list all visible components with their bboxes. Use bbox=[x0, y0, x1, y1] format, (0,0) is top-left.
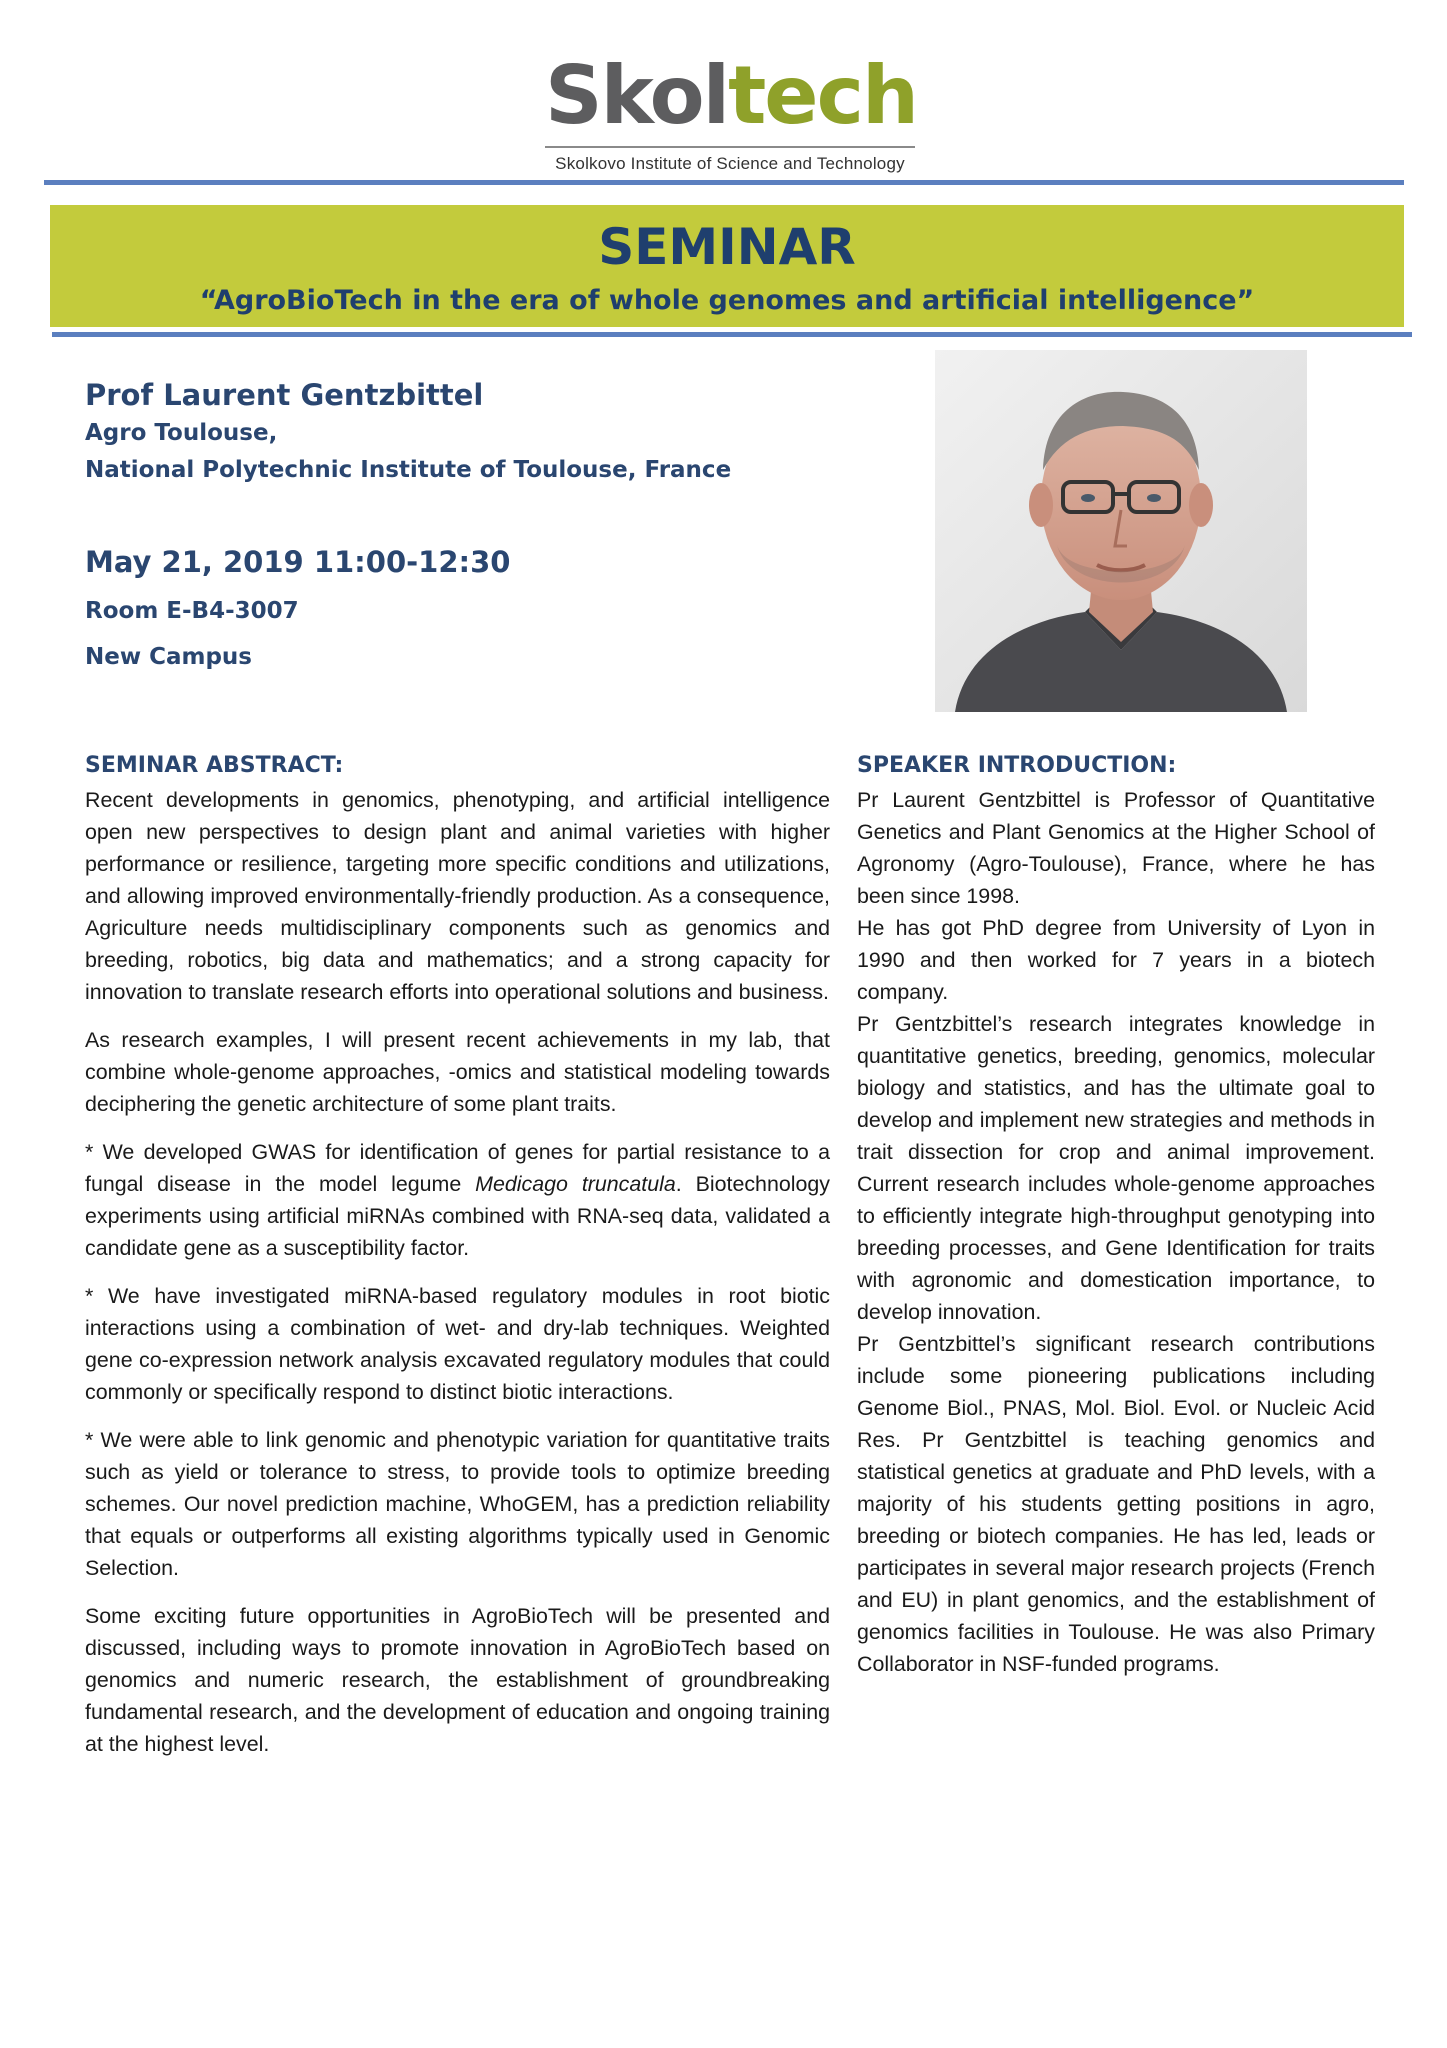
seminar-title: SEMINAR bbox=[598, 218, 856, 276]
seminar-banner bbox=[50, 205, 1404, 327]
abstract-heading: SEMINAR ABSTRACT: bbox=[85, 753, 344, 778]
speaker-affiliation-1: Agro Toulouse, bbox=[85, 420, 278, 446]
abstract-paragraph-3-end: . Biotechnology experiments using artificial miRNAs combined with RNA-seq data, validated a candidate gene as a susceptibility factor. bbox=[85, 1172, 830, 1260]
logo-word-part2: tech bbox=[728, 49, 917, 142]
speaker-portrait-icon bbox=[935, 350, 1307, 712]
event-room: Room E-B4-3007 bbox=[85, 598, 299, 624]
abstract-paragraph-2: As research examples, I will present recent achievements in my lab, that combine whole-genome approaches, -omics and statistical modeling towards deciphering the genetic architecture of some plant traits. bbox=[85, 1028, 830, 1116]
speaker-affiliation-2: National Polytechnic Institute of Toulouse, France bbox=[85, 457, 732, 483]
intro-heading: SPEAKER INTRODUCTION: bbox=[857, 753, 1177, 778]
speaker-photo bbox=[935, 350, 1307, 712]
skoltech-logo bbox=[545, 49, 917, 174]
abstract-paragraph-1: Recent developments in genomics, phenotyping, and artificial intelligence open new perspectives to design plant and animal varieties with higher performance or resilience, targeting more specific conditions and utilizations, and allowing improved environmentally-friendly production. As a consequence, Agriculture needs multidisciplinary components such as genomics and breeding, robotics, big data and mathematics; and a strong capacity for innovation to translate research efforts into operational solutions and business. bbox=[85, 788, 830, 1004]
logo-divider bbox=[545, 146, 915, 148]
intro-paragraph-1: Pr Laurent Gentzbittel is Professor of Quantitative Genetics and Plant Genomics at the Higher School of Agronomy (Agro-Toulouse), France, where he has been since 1998. bbox=[857, 788, 1375, 908]
logo-subtitle: Skolkovo Institute of Science and Technology bbox=[555, 154, 905, 173]
event-campus: New Campus bbox=[85, 644, 252, 670]
abstract-paragraph-6: Some exciting future opportunities in AgroBioTech will be presented and discussed, including ways to promote innovation in AgroBioTech based on genomics and numeric research, the establishment of groundbreaking fundamental research, and the development of education and ongoing training at the highest level. bbox=[85, 1604, 830, 1756]
seminar-subtitle: “AgroBioTech in the era of whole genomes and artificial intelligence” bbox=[199, 285, 1255, 316]
logo-wordmark bbox=[545, 49, 917, 142]
speaker-name: Prof Laurent Gentzbittel bbox=[85, 378, 484, 412]
intro-paragraph-2: He has got PhD degree from University of Lyon in 1990 and then worked for 7 years in a biotech company. bbox=[857, 916, 1375, 1004]
intro-paragraph-4: Pr Gentzbittel’s significant research contributions include some pioneering publications including Genome Biol., PNAS, Mol. Biol. Evol. or Nucleic Acid Res. Pr Gentzbittel is teaching genomics and statistical genetics at graduate and PhD levels, with a majority of his students getting positions in agro, breeding or biotech companies. He has led, leads or participates in several major research projects (French and EU) in plant genomics, and the establishment of genomics facilities in Toulouse. He was also Primary Collaborator in NSF-funded programs. bbox=[857, 1332, 1375, 1676]
species-name: Medicago truncatula bbox=[475, 1172, 676, 1196]
intro-paragraph-3: Pr Gentzbittel’s research integrates knowledge in quantitative genetics, breeding, genomics, molecular biology and statistics, and has the ultimate goal to develop and implement new strategies and methods in trait dissection for crop and animal improvement. Current research includes whole-genome approaches to efficiently integrate high-throughput genotyping into breeding processes, and Gene Identification for traits with agronomic and domestication importance, to develop innovation. bbox=[857, 1012, 1375, 1324]
abstract-paragraph-5: * We were able to link genomic and phenotypic variation for quantitative traits such as yield or tolerance to stress, to provide tools to optimize breeding schemes. Our novel prediction machine, WhoGEM, has a prediction reliability that equals or outperforms all existing algorithms typically used in Genomic Selection. bbox=[85, 1428, 830, 1580]
bottom-divider-line bbox=[52, 332, 1412, 337]
intro-body bbox=[857, 784, 1375, 1680]
abstract-paragraph-4: * We have investigated miRNA-based regulatory modules in root biotic interactions using a combination of wet- and dry-lab techniques. Weighted gene co-expression network analysis excavated regulatory modules that could commonly or specifically respond to distinct biotic interactions. bbox=[85, 1284, 830, 1404]
logo-word-part1: Skol bbox=[545, 49, 729, 142]
event-date-time: May 21, 2019 11:00-12:30 bbox=[85, 545, 511, 579]
abstract-paragraph-3 bbox=[85, 1136, 830, 1264]
abstract-paragraph-3-start: * We developed GWAS for identification of genes for partial resistance to a fungal disease in the model legume bbox=[85, 1140, 830, 1196]
top-divider-line bbox=[44, 180, 1404, 185]
abstract-body bbox=[85, 784, 830, 1776]
